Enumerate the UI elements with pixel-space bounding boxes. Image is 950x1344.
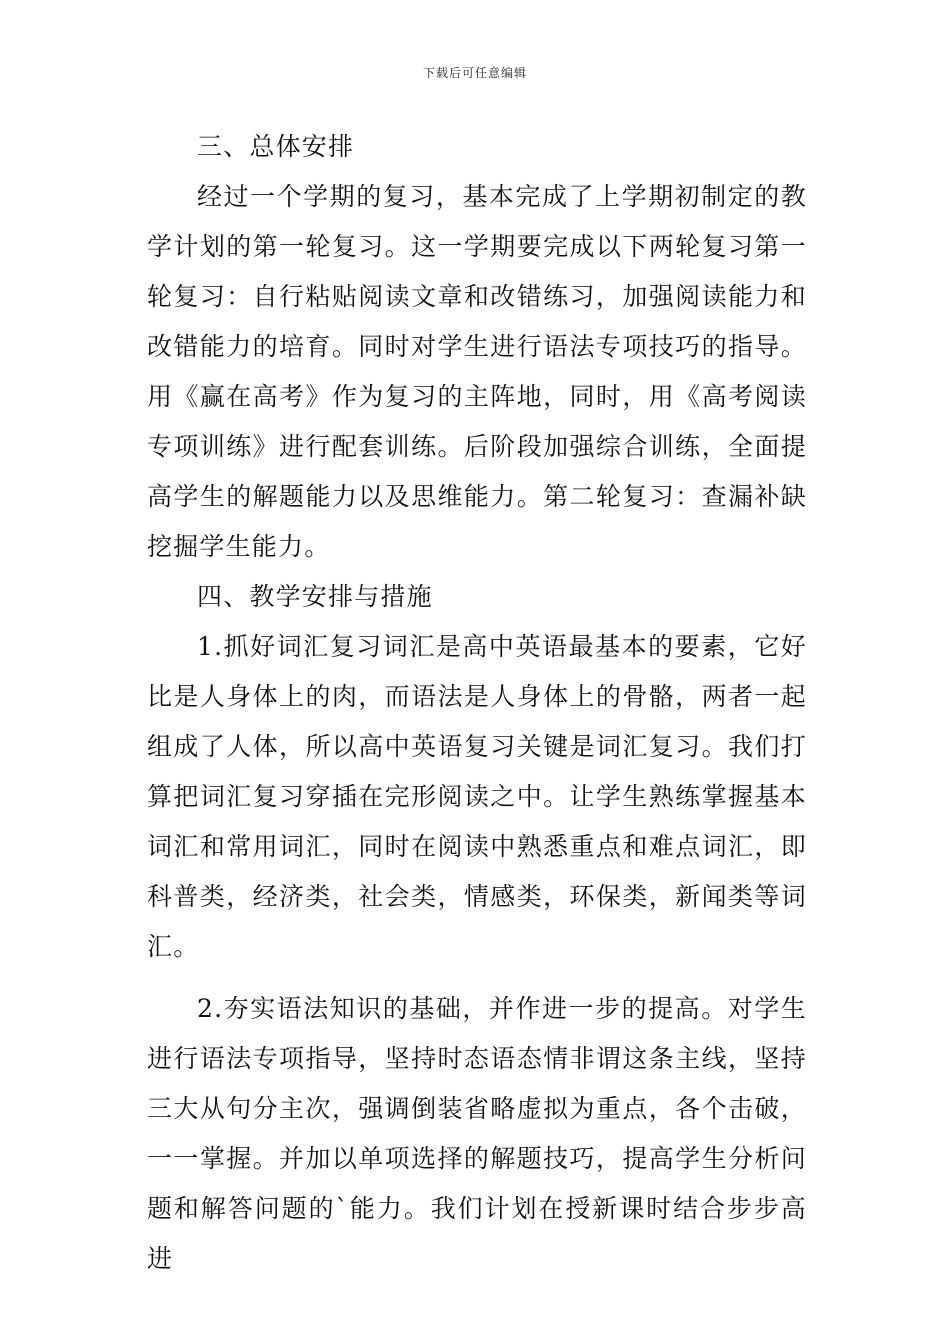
section-heading-teaching-measures: 四、教学安排与措施	[197, 582, 433, 611]
section-heading-overall-arrangement: 三、总体安排	[197, 132, 355, 161]
paragraph-vocabulary-review: 1.抓好词汇复习词汇是高中英语最基本的要素，它好比是人身体上的肉，而语法是人身体上的骨骼，两者一起组成了人体，所以高中英语复习关键是词汇复习。我们打算把词汇复习穿插在完形阅读之中。让学生熟练掌握基本词汇和常用词汇，同时在阅读中熟悉重点和难点词汇，即科普类，经济类，社会类，情感类，环保类，新闻类等词汇。	[147, 632, 807, 961]
document-body	[147, 122, 807, 1284]
paragraph-grammar-foundation: 2.夯实语法知识的基础，并作进一步的提高。对学生进行语法专项指导，坚持时态语态情非谓这条主线，坚持三大从句分主次，强调倒装省略虚拟为重点，各个击破，一一掌握。并加以单项选择的解题技巧，提高学生分析问题和解答问题的`能力。我们计划在授新课时结合步步高进	[147, 994, 807, 1273]
page-header: 下载后可任意编辑	[422, 66, 527, 80]
paragraph-overall-arrangement: 经过一个学期的复习，基本完成了上学期初制定的教学计划的第一轮复习。这一学期要完成以下两轮复习第一轮复习：自行粘贴阅读文章和改错练习，加强阅读能力和改错能力的培育。同时对学生进行语法专项技巧的指导。用《赢在高考》作为复习的主阵地，同时，用《高考阅读专项训练》进行配套训练。后阶段加强综合训练，全面提高学生的解题能力以及思维能力。第二轮复习：查漏补缺挖掘学生能力。	[147, 182, 807, 561]
